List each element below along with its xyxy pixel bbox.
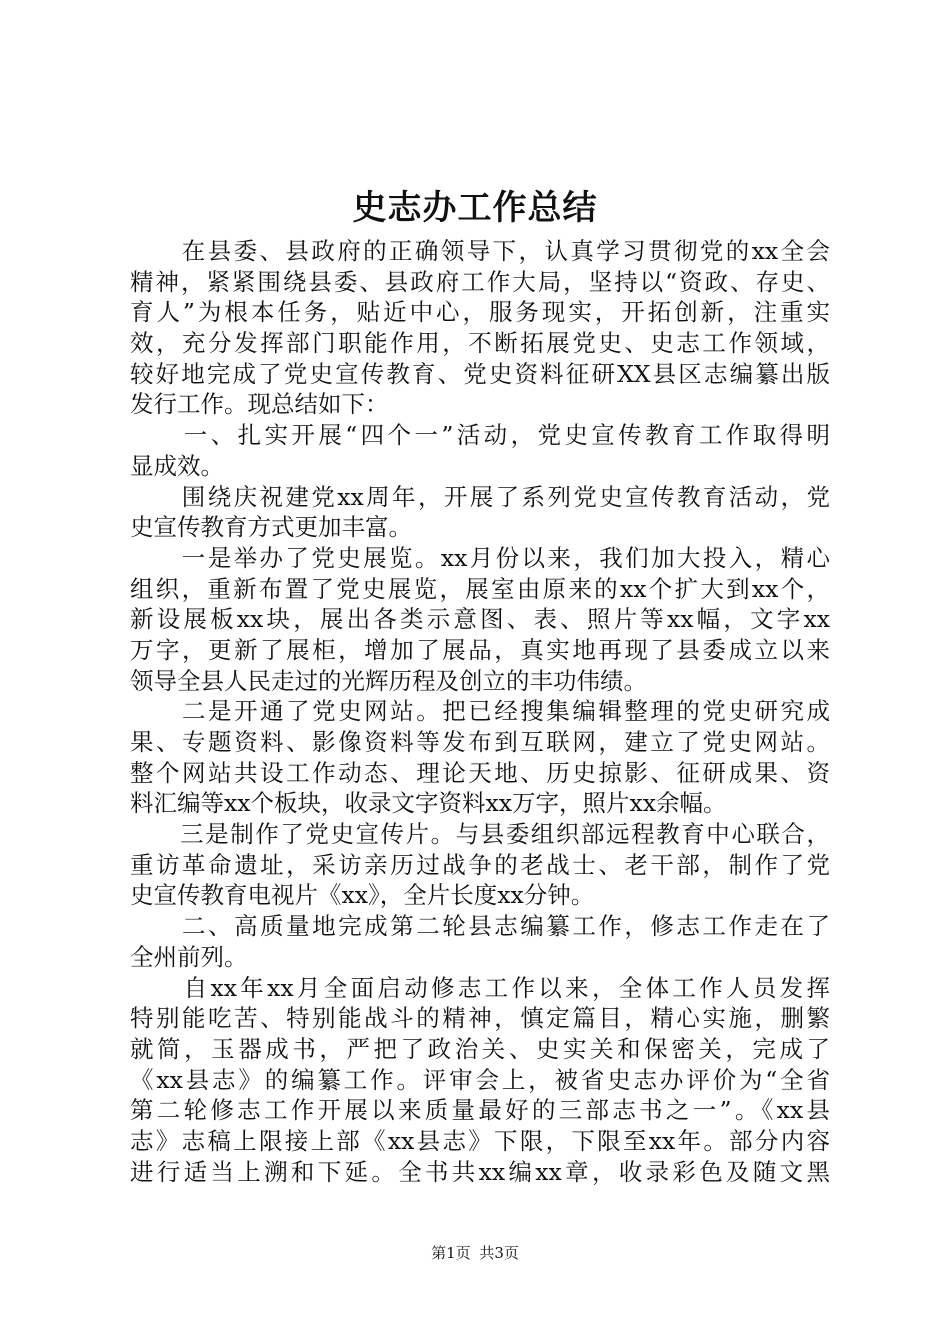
body-text-line: 一是举办了党史展览。xx月份以来，我们加大投入，精心 — [130, 543, 830, 572]
body-text-line: 第二轮修志工作开展以来质量最好的三部志书之一”。《xx县 — [130, 1096, 830, 1125]
body-text-line: 显成效。 — [130, 451, 224, 480]
body-text-line: 一、扎实开展“四个一”活动，党史宣传教育工作取得明 — [130, 421, 830, 450]
body-text-line: 二、高质量地完成第二轮县志编纂工作，修志工作走在了 — [130, 912, 830, 941]
body-text-line: 重访革命遗址，采访亲历过战争的老战士、老干部，制作了党 — [130, 850, 830, 879]
page-footer: 第1页 共3页 — [431, 1244, 519, 1262]
body-text-line: 史宣传教育方式更加丰富。 — [130, 513, 412, 542]
body-text-line: 就简，玉器成书，严把了政治关、史实关和保密关，完成了 — [130, 1034, 830, 1063]
body-text-line: 志》志稿上限接上部《xx县志》下限，下限至xx年。部分内容 — [130, 1126, 830, 1155]
document-body — [130, 236, 830, 1187]
body-text-line: 育人”为根本任务，贴近中心，服务现实，开拓创新，注重实 — [130, 298, 830, 327]
body-text-line: 料汇编等xx个板块，收录文字资料xx万字，照片xx余幅。 — [130, 789, 727, 818]
body-text-line: 三是制作了党史宣传片。与县委组织部远程教育中心联合， — [130, 820, 830, 849]
document-title: 史志办工作总结 — [352, 188, 598, 228]
body-text-line: 发行工作。现总结如下： — [130, 390, 389, 419]
body-text-line: 《xx县志》的编纂工作。评审会上，被省史志办评价为“全省 — [130, 1065, 830, 1094]
body-text-line: 领导全县人民走过的光辉历程及创立的丰功伟绩。 — [130, 666, 647, 695]
body-text-line: 整个网站共设工作动态、理论天地、历史掠影、征研成果、资 — [130, 758, 830, 787]
body-text-line: 围绕庆祝建党xx周年，开展了系列党史宣传教育活动，党 — [130, 482, 830, 511]
body-text-line: 万字，更新了展柜，增加了展品，真实地再现了县委成立以来 — [130, 635, 830, 664]
body-text-line: 新设展板xx块，展出各类示意图、表、照片等xx幅，文字xx — [130, 605, 830, 634]
body-text-line: 史宣传教育电视片《xx》，全片长度xx分钟。 — [130, 881, 595, 910]
body-text-line: 全州前列。 — [130, 942, 248, 971]
body-text-line: 进行适当上溯和下延。全书共xx编xx章，收录彩色及随文黑 — [130, 1157, 830, 1186]
body-text-line: 自xx年xx月全面启动修志工作以来，全体工作人员发挥 — [130, 973, 830, 1002]
body-text-line: 果、专题资料、影像资料等发布到互联网，建立了党史网站。 — [130, 728, 830, 756]
body-text-line: 精神，紧紧围绕县委、县政府工作大局，坚持以“资政、存史、 — [130, 267, 830, 296]
body-text-line: 较好地完成了党史宣传教育、党史资料征研XX县区志编纂出版 — [130, 359, 830, 388]
body-text-line: 在县委、县政府的正确领导下，认真学习贯彻党的xx全会 — [130, 237, 830, 265]
body-text-line: 二是开通了党史网站。把已经搜集编辑整理的党史研究成 — [130, 697, 830, 726]
body-text-line: 特别能吃苦、特别能战斗的精神，慎定篇目，精心实施，删繁 — [130, 1004, 830, 1033]
body-text-line: 效，充分发挥部门职能作用，不断拓展党史、史志工作领域， — [130, 329, 830, 358]
body-text-line: 组织，重新布置了党史展览，展室由原来的xx个扩大到xx个， — [130, 574, 830, 603]
